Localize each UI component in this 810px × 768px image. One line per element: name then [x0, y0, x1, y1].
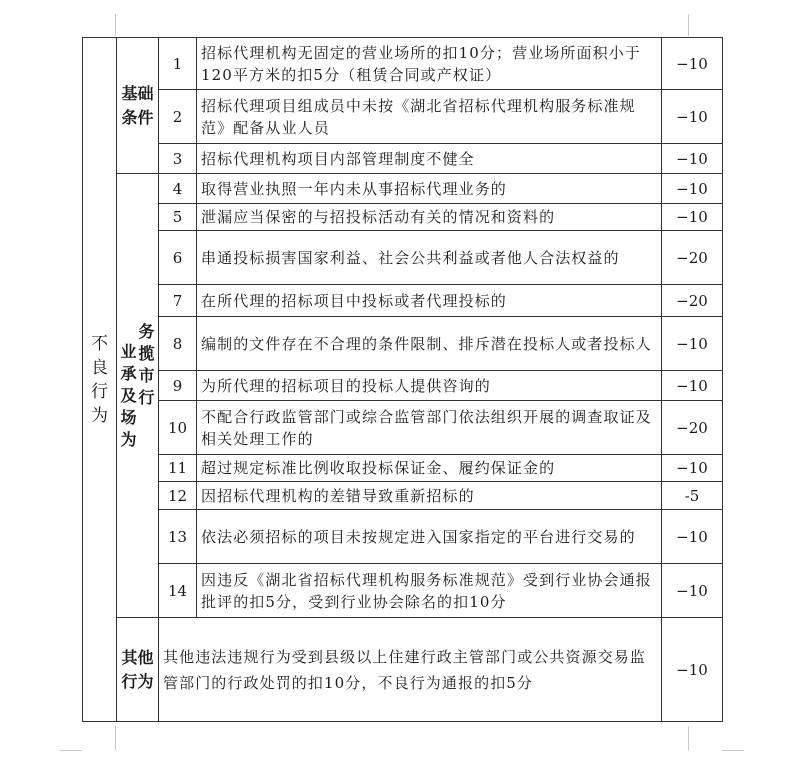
- row-description: 超过规定标准比例收取投标保证金、履约保证金的: [197, 455, 662, 482]
- row-description: 招标代理机构无固定的营业场所的扣10分；营业场所面积小于120平方米的扣5分（租赁合同或产权证）: [197, 38, 662, 90]
- table-row: [83, 38, 723, 90]
- row-score: −10: [662, 510, 723, 564]
- table-row: [83, 144, 723, 174]
- table-row: [83, 231, 723, 285]
- table-row: [83, 285, 723, 317]
- row-number: 3: [159, 144, 197, 174]
- table-row: [83, 482, 723, 510]
- corner-mark-right: [722, 750, 744, 751]
- row-score: -5: [662, 482, 723, 510]
- category-business-behavior: 业 承 及 场 为 务 揽 市 行: [117, 174, 159, 618]
- row-score: −10: [662, 38, 723, 90]
- table-row: [83, 618, 723, 722]
- row-description: 串通投标损害国家利益、社会公共利益或者他人合法权益的: [197, 231, 662, 285]
- table-row: [83, 174, 723, 204]
- row-score: −20: [662, 231, 723, 285]
- table-row: [83, 564, 723, 618]
- row-number: 12: [159, 482, 197, 510]
- row-description: 招标代理机构项目内部管理制度不健全: [197, 144, 662, 174]
- row-score: −10: [662, 564, 723, 618]
- row-description: 因招标代理机构的差错导致重新招标的: [197, 482, 662, 510]
- other-description: 其他违法违规行为受到县级以上住建行政主管部门或公共资源交易监管部门的行政处罚的扣10分，不良行为通报的扣5分: [159, 618, 662, 722]
- table-row: [83, 90, 723, 144]
- corner-mark-left: [60, 750, 82, 751]
- row-description: 因违反《湖北省招标代理机构服务标准规范》受到行业协会通报批评的扣5分，受到行业协会除名的扣10分: [197, 564, 662, 618]
- table-row: [83, 371, 723, 401]
- row-number: 9: [159, 371, 197, 401]
- row-score: −10: [662, 174, 723, 204]
- row-description: 招标代理项目组成员中未按《湖北省招标代理机构服务标准规范》配备从业人员: [197, 90, 662, 144]
- row-number: 2: [159, 90, 197, 144]
- row-number: 4: [159, 174, 197, 204]
- row-number: 10: [159, 401, 197, 455]
- margin-guide-left: [115, 14, 116, 36]
- table-row: [83, 401, 723, 455]
- row-score: −10: [662, 371, 723, 401]
- row-number: 6: [159, 231, 197, 285]
- row-number: 14: [159, 564, 197, 618]
- row-score: −10: [662, 455, 723, 482]
- row-description: 不配合行政监管部门或综合监管部门依法组织开展的调查取证及相关处理工作的: [197, 401, 662, 455]
- category-basic-conditions: 基础 条件: [117, 38, 159, 174]
- table-row: [83, 510, 723, 564]
- other-score: −10: [662, 618, 723, 722]
- row-description: 为所代理的招标项目的投标人提供咨询的: [197, 371, 662, 401]
- row-number: 11: [159, 455, 197, 482]
- category-bad-behavior: 不 良 行 为: [83, 38, 117, 722]
- row-number: 8: [159, 317, 197, 371]
- table-row: [83, 317, 723, 371]
- row-number: 13: [159, 510, 197, 564]
- row-number: 7: [159, 285, 197, 317]
- row-score: −10: [662, 144, 723, 174]
- row-score: −10: [662, 90, 723, 144]
- row-score: −20: [662, 285, 723, 317]
- row-number: 1: [159, 38, 197, 90]
- row-description: 泄漏应当保密的与招投标活动有关的情况和资料的: [197, 204, 662, 231]
- row-score: −10: [662, 204, 723, 231]
- row-description: 依法必须招标的项目未按规定进入国家指定的平台进行交易的: [197, 510, 662, 564]
- corner-mark-left-v: [115, 726, 116, 750]
- row-score: −10: [662, 317, 723, 371]
- table-row: [83, 204, 723, 231]
- penalty-table: [82, 37, 723, 722]
- row-description: 取得营业执照一年内未从事招标代理业务的: [197, 174, 662, 204]
- category-other-behavior: 其他 行为: [117, 618, 159, 722]
- row-number: 5: [159, 204, 197, 231]
- table-row: [83, 455, 723, 482]
- corner-mark-right-v: [688, 726, 689, 750]
- row-score: −20: [662, 401, 723, 455]
- row-description: 在所代理的招标项目中投标或者代理投标的: [197, 285, 662, 317]
- row-description: 编制的文件存在不合理的条件限制、排斥潜在投标人或者投标人: [197, 317, 662, 371]
- margin-guide-right: [688, 14, 689, 36]
